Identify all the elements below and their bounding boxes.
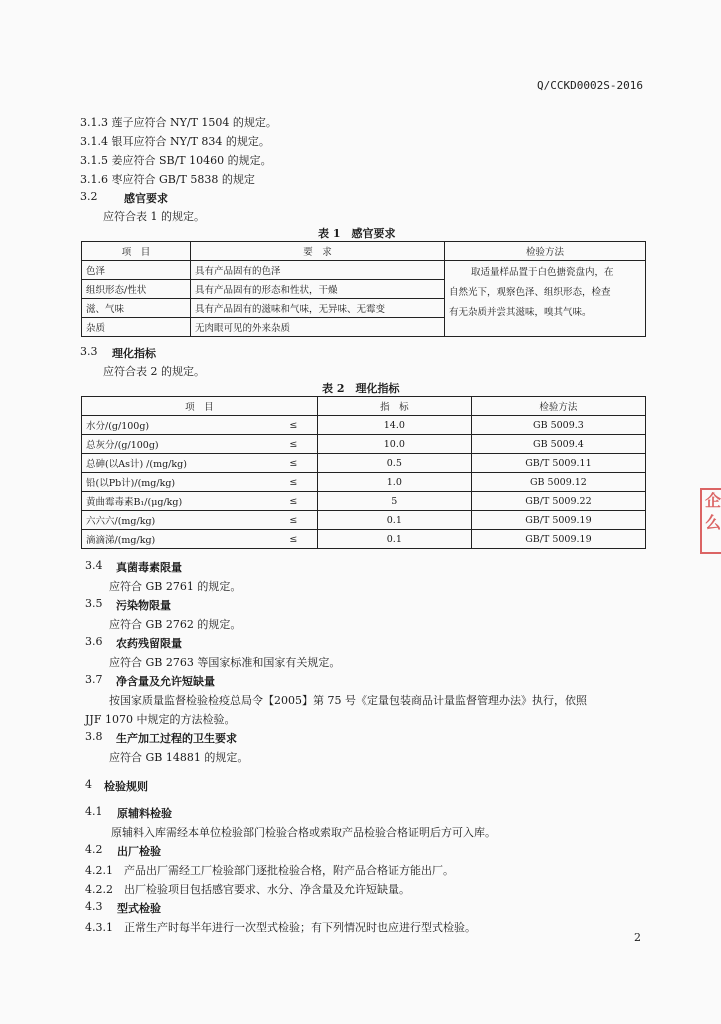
table2-item: 黄曲霉毒素B₁/(μg/kg) bbox=[82, 492, 271, 511]
section-4-title: 检验规则 bbox=[104, 780, 148, 793]
section-3-6-text: 应符合 GB 2763 等国家标准和国家有关规定。 bbox=[109, 656, 341, 669]
table-row bbox=[82, 473, 646, 492]
table-row bbox=[82, 454, 646, 473]
clause-3-1-4: 3.1.4 银耳应符合 NY/T 834 的规定。 bbox=[80, 135, 270, 148]
table2-header-value: 指 标 bbox=[317, 397, 471, 416]
section-3-8-text: 应符合 GB 14881 的规定。 bbox=[109, 751, 249, 764]
table1-item: 色泽 bbox=[82, 261, 191, 280]
section-4-1-number: 4.1 bbox=[85, 805, 103, 818]
table1-method-line-3: 有无杂质并尝其滋味，嗅其气味。 bbox=[449, 307, 592, 318]
table2-header-row bbox=[82, 397, 646, 416]
section-4-2-number: 4.2 bbox=[85, 843, 103, 856]
table2-op: ≤ bbox=[270, 435, 317, 454]
section-3-4-title: 真菌毒素限量 bbox=[116, 561, 182, 574]
section-3-7-title: 净含量及允许短缺量 bbox=[116, 675, 215, 688]
table1-item: 滋、气味 bbox=[82, 299, 191, 318]
table-row bbox=[82, 261, 646, 280]
table1-requirement: 无肉眼可见的外来杂质 bbox=[191, 318, 445, 337]
table-row bbox=[82, 511, 646, 530]
section-3-3-title: 理化指标 bbox=[112, 347, 156, 360]
clause-3-1-3: 3.1.3 莲子应符合 NY/T 1504 的规定。 bbox=[80, 116, 277, 129]
clause-3-1-5: 3.1.5 姜应符合 SB/T 10460 的规定。 bbox=[80, 154, 272, 167]
table2-value: 14.0 bbox=[317, 416, 471, 435]
table2-item: 总砷(以As计) /(mg/kg) bbox=[82, 454, 271, 473]
table1-caption: 表 1 感官要求 bbox=[318, 227, 396, 240]
table1-requirement: 具有产品固有的形态和性状，干燥 bbox=[191, 280, 445, 299]
section-4-3-number: 4.3 bbox=[85, 900, 103, 913]
table1-header-row bbox=[82, 242, 646, 261]
clause-3-1-6: 3.1.6 枣应符合 GB/T 5838 的规定 bbox=[80, 173, 255, 186]
table2-header-item: 项 目 bbox=[82, 397, 318, 416]
table2-method: GB 5009.12 bbox=[471, 473, 645, 492]
table2-value: 5 bbox=[317, 492, 471, 511]
table2-method: GB 5009.3 bbox=[471, 416, 645, 435]
section-4-2-1: 4.2.1 产品出厂需经工厂检验部门逐批检验合格，附产品合格证方能出厂。 bbox=[85, 864, 454, 877]
section-3-6-title: 农药残留限量 bbox=[116, 637, 182, 650]
section-3-3-number: 3.3 bbox=[80, 345, 98, 358]
table2-value: 0.1 bbox=[317, 511, 471, 530]
section-3-2-title: 感官要求 bbox=[124, 192, 168, 205]
table2-value: 1.0 bbox=[317, 473, 471, 492]
table1-item: 杂质 bbox=[82, 318, 191, 337]
table2-item: 铅(以Pb计)/(mg/kg) bbox=[82, 473, 271, 492]
table2-value: 0.5 bbox=[317, 454, 471, 473]
table1-method-line-1: 取适量样品置于白色搪瓷盘内，在 bbox=[471, 267, 614, 278]
table2-op: ≤ bbox=[270, 511, 317, 530]
table2-item: 水分/(g/100g) bbox=[82, 416, 271, 435]
section-3-8-number: 3.8 bbox=[85, 730, 103, 743]
page-number: 2 bbox=[634, 931, 641, 944]
table1-requirement: 具有产品固有的滋味和气味，无异味、无霉变 bbox=[191, 299, 445, 318]
section-4-1-text: 原辅料入库需经本单位检验部门检验合格或索取产品检验合格证明后方可入库。 bbox=[111, 826, 496, 839]
table1-requirement: 具有产品固有的色泽 bbox=[191, 261, 445, 280]
table-row bbox=[82, 530, 646, 549]
table2-op: ≤ bbox=[270, 416, 317, 435]
table2-op: ≤ bbox=[270, 473, 317, 492]
table-row bbox=[82, 435, 646, 454]
table2-method: GB/T 5009.19 bbox=[471, 511, 645, 530]
table1-method-line-2: 自然光下，观察色泽、组织形态，检查 bbox=[449, 287, 611, 298]
section-3-2-number: 3.2 bbox=[80, 190, 98, 203]
red-stamp bbox=[700, 488, 721, 554]
table-row bbox=[82, 492, 646, 511]
section-4-3-title: 型式检验 bbox=[117, 902, 161, 915]
section-3-7-number: 3.7 bbox=[85, 673, 103, 686]
table2-item: 六六六/(mg/kg) bbox=[82, 511, 271, 530]
section-4-2-2: 4.2.2 出厂检验项目包括感官要求、水分、净含量及允许短缺量。 bbox=[85, 883, 410, 896]
table2-value: 10.0 bbox=[317, 435, 471, 454]
section-3-5-number: 3.5 bbox=[85, 597, 103, 610]
table1-header-requirement: 要 求 bbox=[191, 242, 445, 261]
table2-method: GB/T 5009.22 bbox=[471, 492, 645, 511]
table2-method: GB/T 5009.19 bbox=[471, 530, 645, 549]
table2-item: 总灰分/(g/100g) bbox=[82, 435, 271, 454]
table1-method bbox=[445, 261, 646, 337]
section-3-7-text-2: JJF 1070 中规定的方法检验。 bbox=[85, 713, 236, 726]
table2-method: GB/T 5009.11 bbox=[471, 454, 645, 473]
section-4-2-title: 出厂检验 bbox=[117, 845, 161, 858]
section-3-4-text: 应符合 GB 2761 的规定。 bbox=[109, 580, 242, 593]
section-4-1-title: 原辅料检验 bbox=[117, 807, 172, 820]
table2-value: 0.1 bbox=[317, 530, 471, 549]
table1-sensory bbox=[81, 241, 646, 337]
table2-item: 滴滴涕/(mg/kg) bbox=[82, 530, 271, 549]
table1-header-item: 项 目 bbox=[82, 242, 191, 261]
stamp-text: 企 么 bbox=[705, 491, 721, 532]
section-3-3-text: 应符合表 2 的规定。 bbox=[103, 365, 205, 378]
standard-code: Q/CCKD0002S-2016 bbox=[537, 79, 643, 92]
section-3-7-text-1: 按国家质量监督检验检疫总局令【2005】第 75 号《定量包装商品计量监督管理办法》执行，依照 bbox=[109, 694, 587, 707]
section-3-5-text: 应符合 GB 2762 的规定。 bbox=[109, 618, 242, 631]
table2-op: ≤ bbox=[270, 530, 317, 549]
table2-op: ≤ bbox=[270, 454, 317, 473]
table2-caption: 表 2 理化指标 bbox=[322, 382, 400, 395]
table2-physicochemical bbox=[81, 396, 646, 549]
section-3-8-title: 生产加工过程的卫生要求 bbox=[116, 732, 237, 745]
section-4-number: 4 bbox=[85, 778, 92, 791]
table2-op: ≤ bbox=[270, 492, 317, 511]
section-3-2-text: 应符合表 1 的规定。 bbox=[103, 210, 205, 223]
section-3-6-number: 3.6 bbox=[85, 635, 103, 648]
table-row bbox=[82, 416, 646, 435]
section-4-3-1: 4.3.1 正常生产时每半年进行一次型式检验；有下列情况时也应进行型式检验。 bbox=[85, 921, 476, 934]
section-3-5-title: 污染物限量 bbox=[116, 599, 171, 612]
table2-method: GB 5009.4 bbox=[471, 435, 645, 454]
table1-item: 组织形态/性状 bbox=[82, 280, 191, 299]
table1-header-method: 检验方法 bbox=[445, 242, 646, 261]
section-3-4-number: 3.4 bbox=[85, 559, 103, 572]
table2-header-method: 检验方法 bbox=[471, 397, 645, 416]
